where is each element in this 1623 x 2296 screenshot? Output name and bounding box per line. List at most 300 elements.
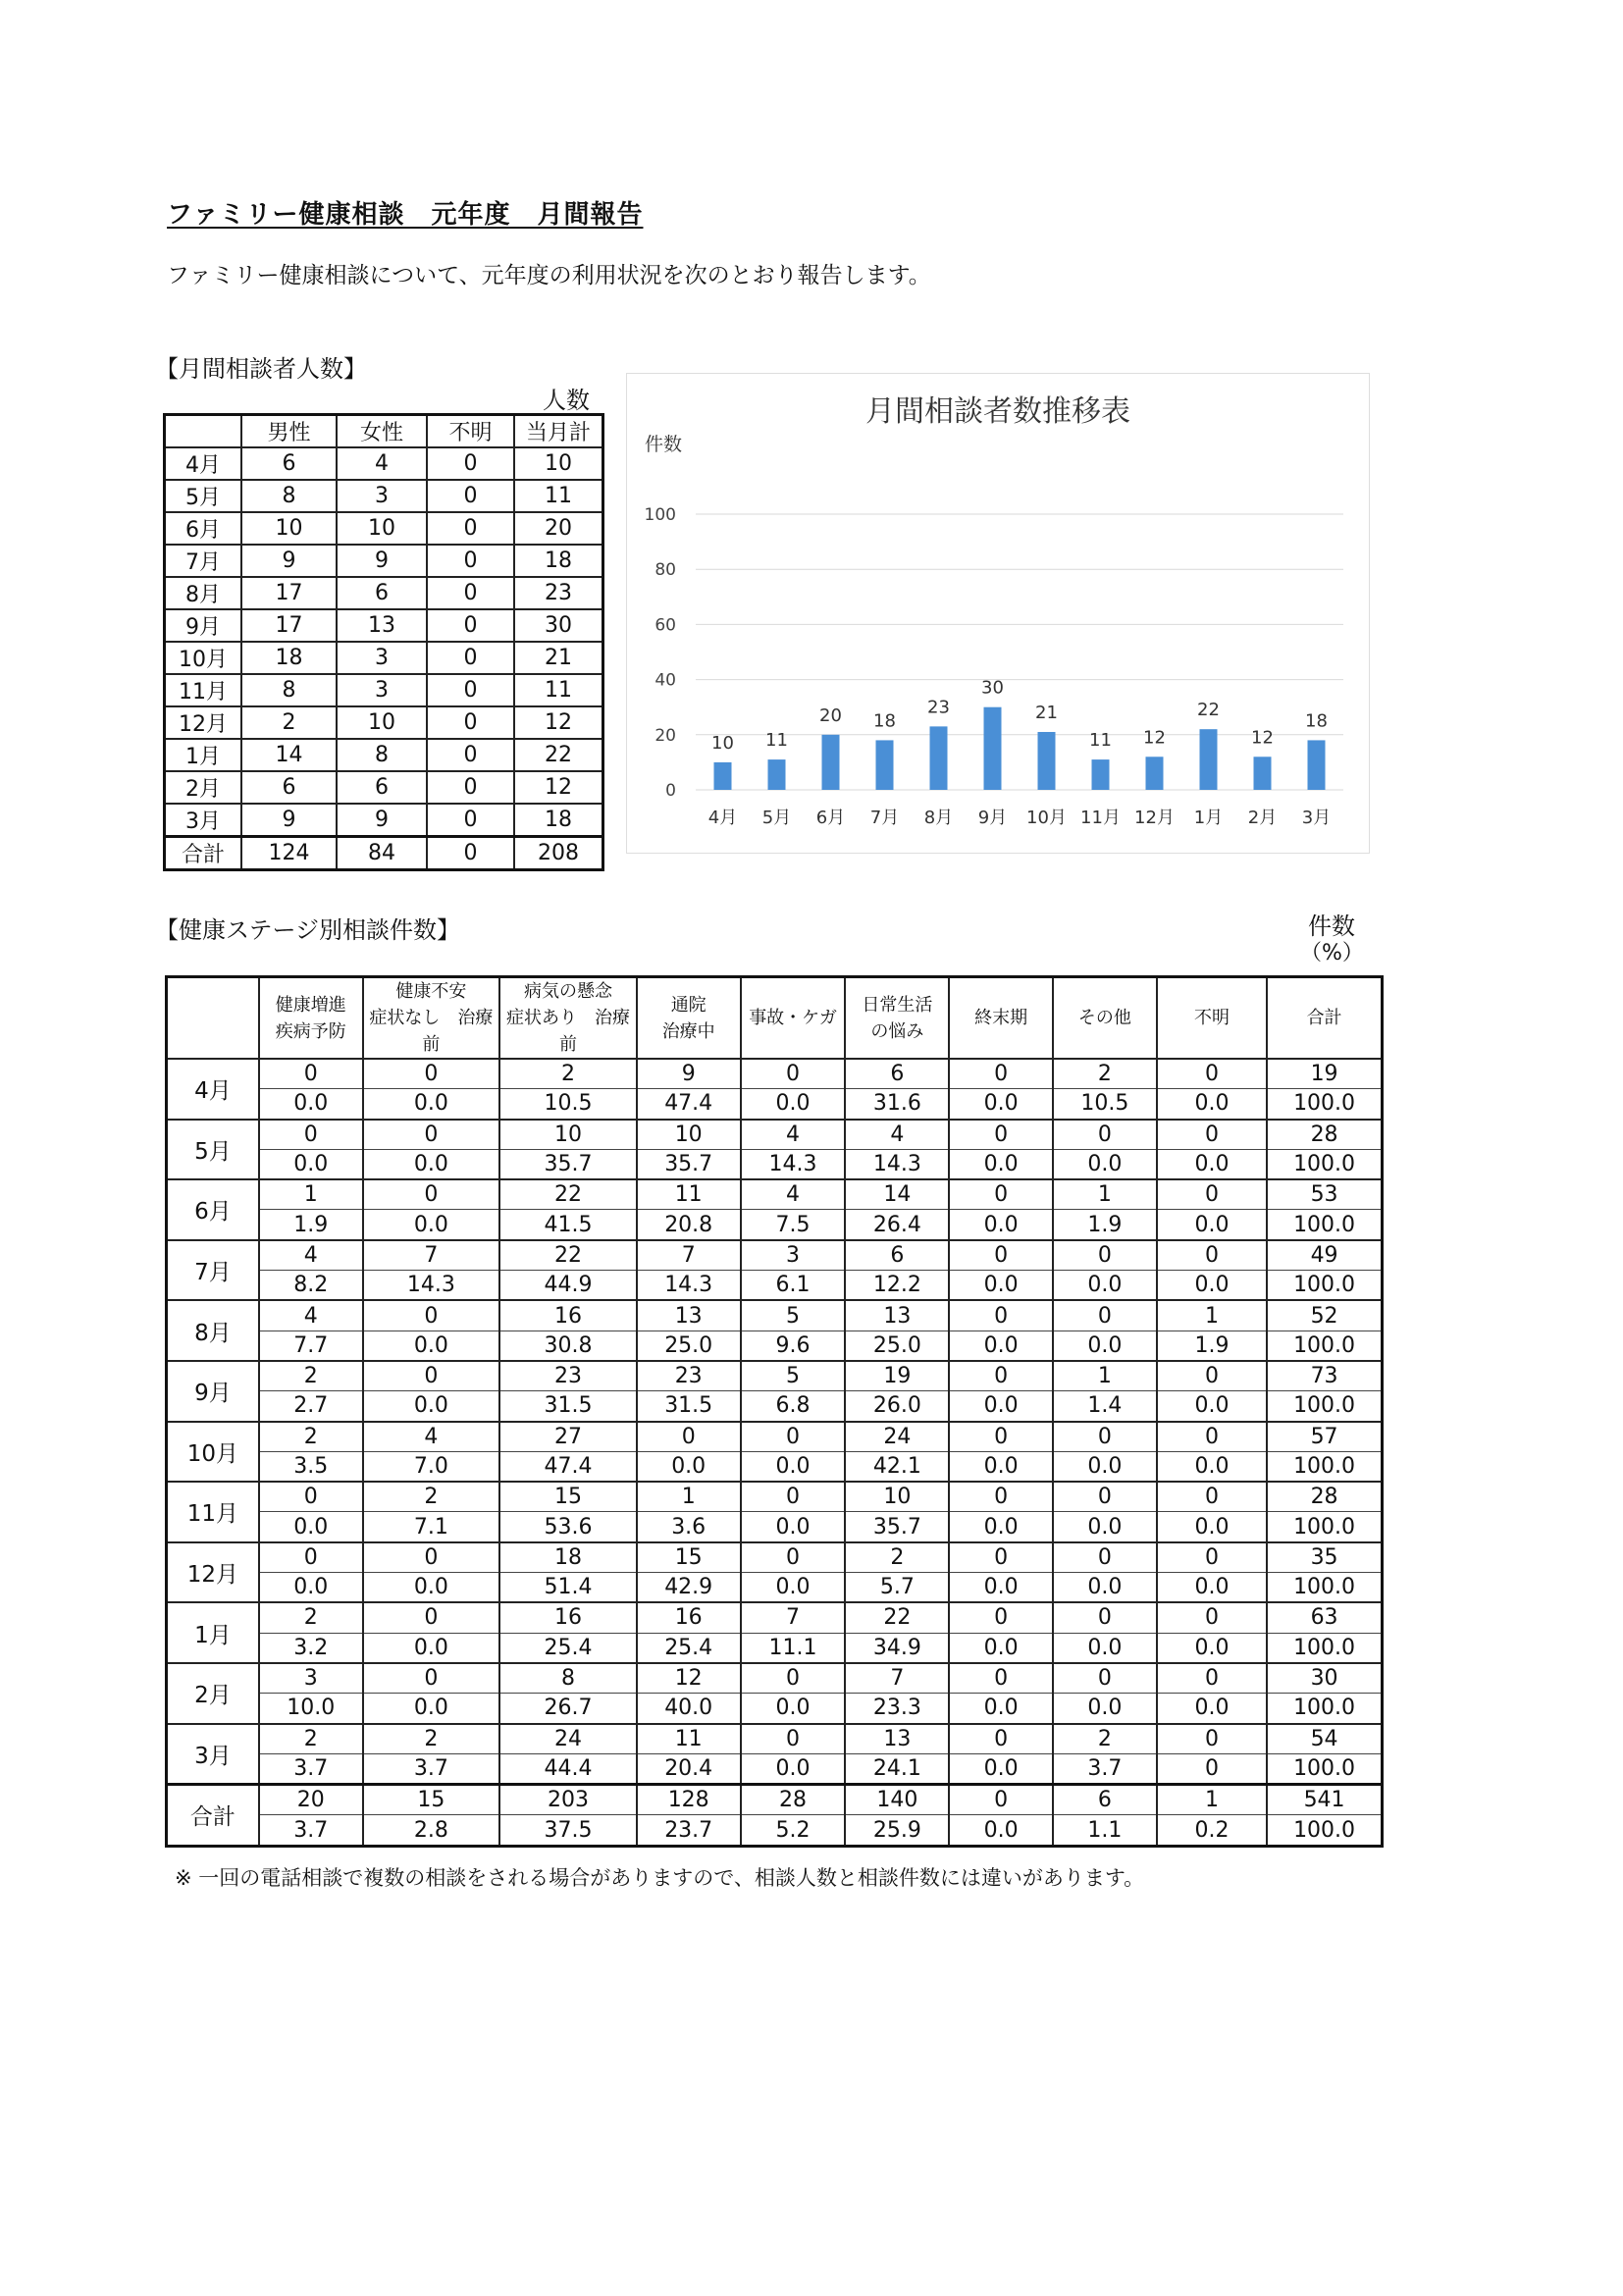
table-cell: 10 (337, 706, 427, 739)
bar-data-label: 12 (1143, 727, 1166, 749)
percent-cell: 0.0 (1157, 1210, 1267, 1240)
percent-cell: 0.0 (1157, 1089, 1267, 1120)
count-cell: 15 (637, 1542, 741, 1573)
percent-cell: 3.5 (259, 1451, 363, 1482)
count-cell: 0 (949, 1422, 1053, 1452)
month-label: 8月 (167, 1300, 259, 1361)
header-cell: 女性 (337, 415, 427, 448)
count-cell: 0 (741, 1663, 846, 1694)
count-cell: 1 (259, 1179, 363, 1210)
stage-header-line: その他 (1077, 1008, 1131, 1028)
percent-cell: 3.7 (259, 1815, 363, 1846)
percent-cell: 0.0 (1053, 1633, 1157, 1663)
table-cell: 3 (337, 480, 427, 512)
bar-data-label: 30 (981, 677, 1004, 699)
count-cell: 0 (741, 1422, 846, 1452)
count-cell: 24 (845, 1422, 949, 1452)
percent-cell: 0.0 (1157, 1149, 1267, 1179)
percent-cell: 24.1 (845, 1753, 949, 1784)
count-cell: 16 (499, 1602, 637, 1633)
percent-cell: 5.2 (741, 1815, 846, 1846)
count-cell: 0 (949, 1300, 1053, 1331)
header-cell (165, 415, 242, 448)
percent-cell: 8.2 (259, 1271, 363, 1301)
header-cell: 男性 (241, 415, 337, 448)
count-cell: 0 (259, 1482, 363, 1512)
percent-cell: 47.4 (499, 1451, 637, 1482)
percent-cell: 0.0 (1157, 1271, 1267, 1301)
percent-cell: 30.8 (499, 1331, 637, 1361)
count-cell: 0 (741, 1724, 846, 1754)
table-row (165, 674, 603, 706)
count-cell: 4 (845, 1120, 949, 1150)
count-cell: 15 (499, 1482, 637, 1512)
bar (1092, 759, 1110, 790)
bar-data-label: 12 (1251, 727, 1274, 749)
count-cell: 0 (949, 1785, 1053, 1815)
x-tick-label: 5月 (761, 808, 792, 828)
table-cell: 0 (427, 642, 514, 674)
table-cell: 30 (514, 609, 603, 642)
stage-header (741, 977, 846, 1060)
count-cell: 0 (363, 1120, 500, 1150)
table-cell: 0 (427, 674, 514, 706)
table-cell: 22 (514, 739, 603, 771)
percent-cell: 23.3 (845, 1694, 949, 1724)
percent-cell: 0.0 (1157, 1694, 1267, 1724)
table-cell: 14 (241, 739, 337, 771)
percent-cell: 23.7 (637, 1815, 741, 1846)
table-cell: 8 (337, 739, 427, 771)
percent-cell: 40.0 (637, 1694, 741, 1724)
month-label: 3月 (167, 1724, 259, 1785)
x-tick-label: 1月 (1193, 808, 1224, 828)
count-cell: 0 (1053, 1120, 1157, 1150)
table-cell: 18 (514, 545, 603, 577)
percent-cell: 0 (1157, 1753, 1267, 1784)
percent-cell: 0.0 (1053, 1451, 1157, 1482)
table-cell: 0 (427, 609, 514, 642)
percent-row (167, 1331, 1383, 1361)
percent-cell: 0.0 (1157, 1451, 1267, 1482)
health-stage-unit-percent: （%） (1300, 941, 1364, 965)
table-cell: 11 (514, 480, 603, 512)
count-cell: 0 (1157, 1059, 1267, 1089)
x-tick-label: 2月 (1247, 808, 1278, 828)
stage-header-line: 疾病予防 (275, 1020, 346, 1042)
table-cell: 17 (241, 577, 337, 609)
bar (768, 759, 786, 790)
month-label: 9月 (167, 1361, 259, 1422)
count-cell: 203 (499, 1785, 637, 1815)
footnote: ※ 一回の電話相談で複数の相談をされる場合がありますので、相談人数と相談件数には違いがあります。 (175, 1866, 1145, 1890)
month-label: 10月 (165, 642, 242, 674)
y-tick-label: 20 (654, 725, 676, 746)
table-cell: 6 (241, 447, 337, 480)
percent-cell: 0.0 (741, 1512, 846, 1542)
percent-cell: 0.0 (949, 1573, 1053, 1603)
stage-header (1053, 977, 1157, 1060)
stage-header-line: 病気の懸念 (524, 981, 612, 1002)
percent-row (167, 1210, 1383, 1240)
table-row (165, 642, 603, 674)
table-cell: 6 (241, 771, 337, 804)
month-label: 12月 (165, 706, 242, 739)
chart-title: 月間相談者数推移表 (865, 394, 1130, 429)
percent-cell: 35.7 (637, 1149, 741, 1179)
health-stage-table (165, 975, 1384, 1848)
count-cell: 0 (949, 1482, 1053, 1512)
table-cell: 3 (337, 674, 427, 706)
count-cell: 14 (845, 1179, 949, 1210)
count-cell: 0 (637, 1422, 741, 1452)
percent-cell: 2.8 (363, 1815, 500, 1846)
bar (822, 735, 840, 790)
count-cell: 22 (499, 1179, 637, 1210)
table-row (165, 739, 603, 771)
percent-cell: 0.0 (363, 1089, 500, 1120)
table-row (165, 447, 603, 480)
percent-cell: 0.0 (949, 1753, 1053, 1784)
percent-cell: 7.0 (363, 1451, 500, 1482)
bar (1038, 732, 1056, 790)
table-row (165, 706, 603, 739)
table-cell: 18 (241, 642, 337, 674)
table-cell: 11 (514, 674, 603, 706)
count-cell: 2 (363, 1482, 500, 1512)
total-cell: 208 (514, 837, 603, 870)
percent-cell: 100.0 (1267, 1815, 1382, 1846)
percent-cell: 0.0 (741, 1451, 846, 1482)
percent-cell: 10.0 (259, 1694, 363, 1724)
percent-cell: 100.0 (1267, 1451, 1382, 1482)
count-cell: 6 (1053, 1785, 1157, 1815)
percent-cell: 31.6 (845, 1089, 949, 1120)
count-cell: 0 (949, 1120, 1053, 1150)
table-cell: 0 (427, 447, 514, 480)
percent-cell: 100.0 (1267, 1753, 1382, 1784)
month-label: 4月 (165, 447, 242, 480)
percent-cell: 14.3 (637, 1271, 741, 1301)
percent-cell: 1.9 (259, 1210, 363, 1240)
percent-cell: 0.0 (363, 1633, 500, 1663)
header-cell: 不明 (427, 415, 514, 448)
bar-data-label: 18 (1305, 710, 1328, 732)
percent-row (167, 1753, 1383, 1784)
percent-cell: 7.5 (741, 1210, 846, 1240)
count-cell: 23 (637, 1361, 741, 1391)
stage-header-line: 合計 (1306, 1008, 1342, 1028)
percent-cell: 42.1 (845, 1451, 949, 1482)
count-cell: 0 (1053, 1663, 1157, 1694)
count-cell: 1 (1053, 1361, 1157, 1391)
month-label: 1月 (167, 1602, 259, 1663)
count-cell: 0 (259, 1120, 363, 1150)
count-cell: 57 (1267, 1422, 1382, 1452)
bar (984, 707, 1002, 790)
count-cell: 49 (1267, 1240, 1382, 1271)
table-cell: 0 (427, 804, 514, 837)
count-cell: 0 (949, 1663, 1053, 1694)
bar (1146, 757, 1164, 790)
count-row (167, 1422, 1383, 1452)
x-tick-label: 12月 (1134, 808, 1175, 828)
count-cell: 0 (259, 1059, 363, 1089)
table-row (165, 804, 603, 837)
percent-row (167, 1391, 1383, 1422)
percent-cell: 7.1 (363, 1512, 500, 1542)
count-row (167, 1300, 1383, 1331)
x-tick-label: 8月 (923, 808, 954, 828)
health-stage-body (167, 1059, 1383, 1846)
percent-cell: 0.0 (259, 1089, 363, 1120)
total-label: 合計 (167, 1785, 259, 1847)
table-cell: 0 (427, 706, 514, 739)
count-cell: 0 (741, 1542, 846, 1573)
percent-cell: 51.4 (499, 1573, 637, 1603)
count-cell: 4 (741, 1179, 846, 1210)
count-row (167, 1240, 1383, 1271)
percent-cell: 26.7 (499, 1694, 637, 1724)
table-cell: 6 (337, 771, 427, 804)
count-cell: 4 (363, 1422, 500, 1452)
percent-cell: 47.4 (637, 1089, 741, 1120)
percent-cell: 35.7 (845, 1512, 949, 1542)
percent-cell: 3.7 (363, 1753, 500, 1784)
count-row (167, 1361, 1383, 1391)
percent-row (167, 1512, 1383, 1542)
count-cell: 0 (1157, 1602, 1267, 1633)
percent-cell: 0.0 (949, 1149, 1053, 1179)
count-cell: 6 (845, 1240, 949, 1271)
percent-cell: 0.0 (949, 1210, 1053, 1240)
count-row (167, 1120, 1383, 1150)
count-cell: 4 (259, 1240, 363, 1271)
stage-header (259, 977, 363, 1060)
stage-header-line: 終末期 (974, 1008, 1028, 1028)
percent-cell: 1.1 (1053, 1815, 1157, 1846)
percent-cell: 5.7 (845, 1573, 949, 1603)
percent-cell: 3.6 (637, 1512, 741, 1542)
percent-cell: 100.0 (1267, 1331, 1382, 1361)
count-cell: 0 (1053, 1300, 1157, 1331)
table-cell: 0 (427, 771, 514, 804)
count-cell: 3 (741, 1240, 846, 1271)
table-cell: 0 (427, 545, 514, 577)
table-row (165, 512, 603, 545)
count-cell: 0 (1157, 1724, 1267, 1754)
count-cell: 16 (637, 1602, 741, 1633)
x-tick-label: 6月 (815, 808, 846, 828)
percent-cell: 25.0 (637, 1331, 741, 1361)
percent-cell: 3.7 (1053, 1753, 1157, 1784)
month-label: 9月 (165, 609, 242, 642)
count-cell: 0 (1053, 1422, 1157, 1452)
total-count-row (167, 1785, 1383, 1815)
chart-y-axis-label: 件数 (645, 434, 683, 455)
bar (1308, 740, 1326, 790)
percent-cell: 100.0 (1267, 1573, 1382, 1603)
count-cell: 19 (845, 1361, 949, 1391)
stage-header-line: 不明 (1193, 1008, 1230, 1028)
month-label: 5月 (167, 1120, 259, 1180)
count-cell: 0 (741, 1059, 846, 1089)
table-cell: 6 (337, 577, 427, 609)
percent-row (167, 1451, 1383, 1482)
count-cell: 2 (259, 1724, 363, 1754)
percent-cell: 0.0 (741, 1694, 846, 1724)
count-cell: 0 (1053, 1542, 1157, 1573)
percent-cell: 25.4 (499, 1633, 637, 1663)
percent-cell: 100.0 (1267, 1694, 1382, 1724)
table-cell: 10 (241, 512, 337, 545)
table-cell: 9 (241, 804, 337, 837)
stage-header (1267, 977, 1382, 1060)
table-cell: 0 (427, 577, 514, 609)
percent-cell: 26.4 (845, 1210, 949, 1240)
count-cell: 19 (1267, 1059, 1382, 1089)
percent-cell: 41.5 (499, 1210, 637, 1240)
count-row (167, 1602, 1383, 1633)
count-cell: 0 (1157, 1240, 1267, 1271)
bar-data-label: 21 (1035, 702, 1058, 723)
intro-text: ファミリー健康相談について、元年度の利用状況を次のとおり報告します。 (167, 263, 931, 288)
bar-data-label: 18 (873, 710, 896, 732)
table-cell: 0 (427, 739, 514, 771)
month-label: 6月 (167, 1179, 259, 1240)
header-cell: 当月計 (514, 415, 603, 448)
count-cell: 2 (363, 1724, 500, 1754)
table-cell: 21 (514, 642, 603, 674)
count-row (167, 1542, 1383, 1573)
count-cell: 35 (1267, 1542, 1382, 1573)
count-cell: 12 (637, 1663, 741, 1694)
table-row (165, 545, 603, 577)
count-cell: 20 (259, 1785, 363, 1815)
percent-cell: 37.5 (499, 1815, 637, 1846)
count-cell: 53 (1267, 1179, 1382, 1210)
month-label: 2月 (165, 771, 242, 804)
percent-cell: 3.2 (259, 1633, 363, 1663)
count-cell: 0 (1157, 1179, 1267, 1210)
count-cell: 1 (1157, 1785, 1267, 1815)
count-cell: 0 (949, 1602, 1053, 1633)
percent-cell: 10.5 (1053, 1089, 1157, 1120)
y-tick-label: 60 (654, 615, 676, 636)
month-label: 6月 (165, 512, 242, 545)
percent-cell: 0.0 (1157, 1573, 1267, 1603)
bar-data-label: 20 (819, 704, 842, 726)
total-row (165, 837, 603, 870)
count-cell: 7 (845, 1663, 949, 1694)
total-percent-row (167, 1815, 1383, 1846)
count-cell: 4 (259, 1300, 363, 1331)
month-label: 1月 (165, 739, 242, 771)
percent-cell: 0.0 (949, 1815, 1053, 1846)
count-cell: 54 (1267, 1724, 1382, 1754)
percent-cell: 100.0 (1267, 1089, 1382, 1120)
stage-header-line: 症状あり 治療前 (506, 1008, 630, 1055)
count-cell: 0 (363, 1663, 500, 1694)
count-cell: 52 (1267, 1300, 1382, 1331)
percent-cell: 0.0 (637, 1451, 741, 1482)
count-cell: 7 (363, 1240, 500, 1271)
count-cell: 28 (741, 1785, 846, 1815)
bar-data-label: 11 (1089, 730, 1112, 752)
count-cell: 128 (637, 1785, 741, 1815)
count-cell: 11 (637, 1724, 741, 1754)
percent-cell: 20.8 (637, 1210, 741, 1240)
percent-cell: 44.9 (499, 1271, 637, 1301)
stage-header-line: 健康不安 (395, 981, 467, 1002)
percent-cell: 0.0 (259, 1512, 363, 1542)
table-cell: 12 (514, 706, 603, 739)
table-row (165, 480, 603, 512)
percent-cell: 0.0 (1053, 1512, 1157, 1542)
percent-cell: 0.0 (259, 1149, 363, 1179)
count-cell: 1 (637, 1482, 741, 1512)
count-row (167, 1059, 1383, 1089)
percent-row (167, 1694, 1383, 1724)
x-tick-label: 11月 (1080, 808, 1121, 828)
count-cell: 2 (259, 1422, 363, 1452)
count-cell: 2 (259, 1361, 363, 1391)
percent-row (167, 1149, 1383, 1179)
percent-cell: 100.0 (1267, 1512, 1382, 1542)
count-cell: 0 (363, 1059, 500, 1089)
percent-cell: 0.0 (363, 1149, 500, 1179)
percent-cell: 100.0 (1267, 1149, 1382, 1179)
count-cell: 30 (1267, 1663, 1382, 1694)
month-label: 5月 (165, 480, 242, 512)
percent-cell: 0.0 (949, 1512, 1053, 1542)
count-cell: 24 (499, 1724, 637, 1754)
count-cell: 0 (741, 1482, 846, 1512)
count-cell: 0 (1157, 1542, 1267, 1573)
count-cell: 2 (1053, 1724, 1157, 1754)
count-cell: 6 (845, 1059, 949, 1089)
table-cell: 17 (241, 609, 337, 642)
x-tick-label: 3月 (1301, 808, 1332, 828)
stage-header-line: 事故・ケガ (749, 1008, 837, 1028)
percent-cell: 7.7 (259, 1331, 363, 1361)
percent-cell: 0.0 (363, 1694, 500, 1724)
table-header-row (167, 977, 1383, 1060)
total-cell: 0 (427, 837, 514, 870)
month-label: 11月 (167, 1482, 259, 1542)
percent-cell: 0.0 (1157, 1512, 1267, 1542)
table-cell: 18 (514, 804, 603, 837)
percent-cell: 0.0 (1053, 1573, 1157, 1603)
count-cell: 0 (1157, 1482, 1267, 1512)
count-cell: 0 (949, 1361, 1053, 1391)
total-label: 合計 (165, 837, 242, 870)
table-cell: 8 (241, 480, 337, 512)
monthly-consultants-unit: 人数 (543, 387, 590, 414)
percent-cell: 0.0 (1053, 1331, 1157, 1361)
percent-cell: 1.9 (1053, 1210, 1157, 1240)
bar (930, 726, 948, 790)
total-cell: 84 (337, 837, 427, 870)
count-cell: 0 (949, 1059, 1053, 1089)
percent-cell: 1.9 (1157, 1331, 1267, 1361)
percent-cell: 100.0 (1267, 1271, 1382, 1301)
percent-row (167, 1573, 1383, 1603)
y-tick-label: 100 (644, 505, 676, 525)
stage-header-line: 通院 (670, 994, 707, 1016)
health-stage-heading: 【健康ステージ別相談件数】 (155, 916, 461, 944)
count-cell: 0 (949, 1724, 1053, 1754)
